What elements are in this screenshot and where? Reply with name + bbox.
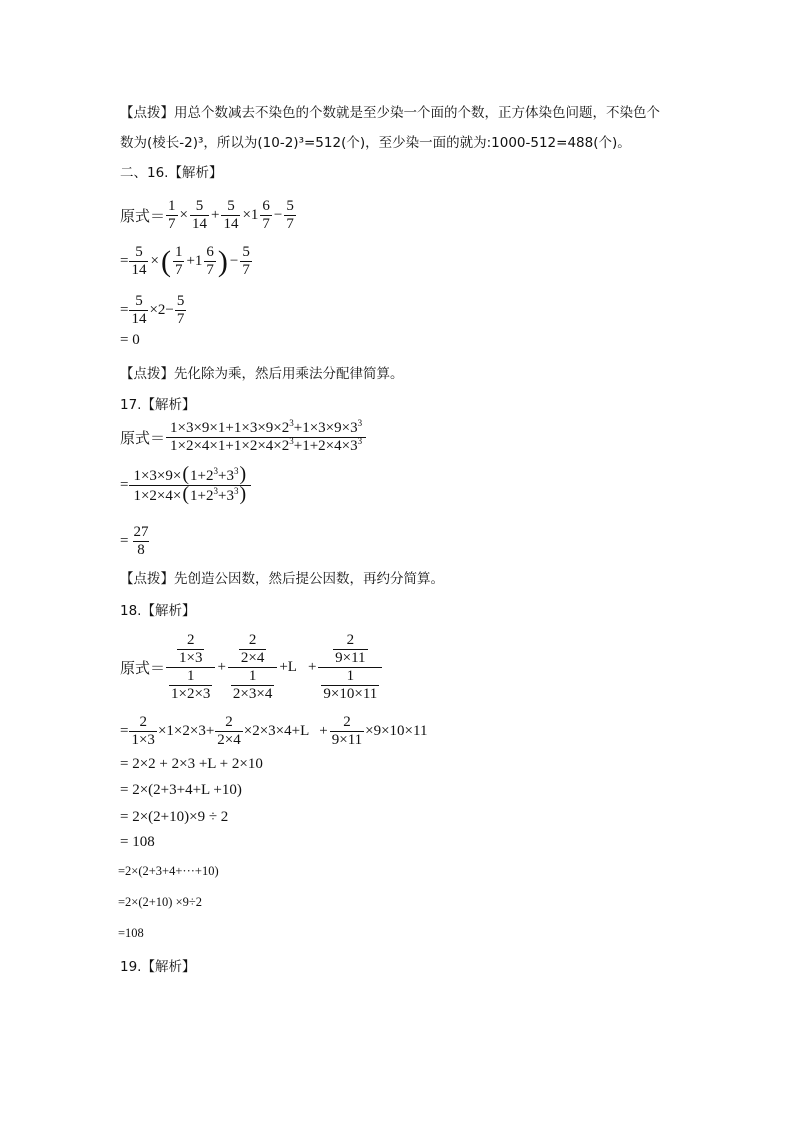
q17-line-3: = $\frac{27}{8}$ — [120, 524, 153, 559]
fraction: $\frac{2}{2\times 4}$ — [217, 714, 241, 748]
fraction: $\frac{2}{9\times 11}$ — [331, 714, 363, 748]
q18-heading: 18.【解析】 — [120, 603, 196, 619]
q16-heading: 二、16.【解析】 — [120, 165, 223, 181]
fraction: $\frac{5}{14}$ — [131, 293, 147, 327]
fraction: $\frac{1\times 3\times 9\times 1+1\times 3\times 9\times 2^3+1\times 3\times 9\times 3^3}{1\times 2\times 4\times 1+1\times 2\times 4\times 2^3+1+2\times 4\times 3^3}$ — [166, 420, 366, 455]
fraction: $\frac{6}{7}$ — [206, 244, 214, 278]
intro-note-line-2: 数为(棱长-2)³，所以为(10-2)³=512(个)，至少染一面的就为:1000-512=488(个)。 — [120, 135, 631, 151]
q17-heading: 17.【解析】 — [120, 397, 196, 413]
complex-fraction: $\frac{\frac{2}{2\times 4}}{\frac{1}{2\times 3\times 4}}$ — [228, 632, 277, 703]
q18-line-6: = 108 — [120, 834, 155, 850]
q16-line-1: 原式＝ $\frac{1}{7}$ × $\frac{5}{14}$ + $\frac{5}{14}$ ×1 $\frac{6}{7}$ − $\frac{5}{7}$ — [120, 198, 294, 232]
q19-heading: 19.【解析】 — [120, 959, 196, 975]
fraction: $\frac{5}{14}$ — [223, 198, 239, 232]
q18-plain-1: =2×(2+3+4+···+10) — [118, 864, 219, 878]
q16-line-3: = $\frac{5}{14}$ ×2− $\frac{5}{7}$ — [120, 293, 185, 327]
q16-prefix: 原式＝ — [120, 209, 166, 225]
intro-note-line-1: 【点拨】用总个数减去不染色的个数就是至少染一个面的个数，正方体染色问题，不染色个 — [120, 105, 660, 121]
fraction: $\frac{5}{7}$ — [176, 293, 185, 327]
q18-line-4: = 2×(2+3+4+L +10) — [120, 782, 242, 798]
fraction: $\frac{1}{7}$ — [174, 244, 183, 278]
fraction: $\frac{1}{7}$ — [168, 198, 176, 232]
q17-note: 【点拨】先创造公因数，然后提公因数，再约分简算。 — [120, 571, 444, 587]
fraction: $\frac{1\times 3\times 9\times(1+2^3+3^3)}{1\times 2\times 4\times(1+2^3+3^3)}$ — [129, 466, 251, 505]
q18-line-2: = $\frac{2}{1\times 3}$ ×1×2×3+ $\frac{2}{2\times 4}$ ×2×3×4+L + $\frac{2}{9\times 11}$ ×9×10×11 — [120, 714, 428, 748]
fraction: $\frac{6}{7}$ — [262, 198, 270, 232]
q18-line-3: = 2×2 + 2×3 +L + 2×10 — [120, 756, 263, 772]
q17-line-2: = $\frac{1\times 3\times 9\times(1+2^3+3^3)}{1\times 2\times 4\times(1+2^3+3^3)}$ — [120, 466, 252, 505]
q18-line-5: = 2×(2+10)×9 ÷ 2 — [120, 809, 229, 825]
fraction: $\frac{2}{1\times 3}$ — [131, 714, 155, 748]
q16-line-2: = $\frac{5}{14}$ × ( $\frac{1}{7}$ +1 $\frac{6}{7}$ ) − $\frac{5}{7}$ — [120, 244, 250, 278]
q18-plain-3: =108 — [118, 926, 144, 940]
q16-note: 【点拨】先化除为乘，然后用乘法分配律简算。 — [120, 366, 404, 382]
fraction: $\frac{27}{8}$ — [133, 524, 149, 558]
q18-plain-2: =2×(2+10) ×9÷2 — [118, 895, 203, 909]
fraction: $\frac{5}{7}$ — [242, 244, 250, 278]
fraction: $\frac{5}{14}$ — [191, 198, 207, 232]
q17-line-1: 原式＝ $\frac{1\times 3\times 9\times 1+1\times 3\times 9\times 2^3+1\times 3\times 9\times 3^3}{1\times 2\times 4\times 1+1\times 2\times 4\times 2^3+1+2\times 4\times 3^3}$ — [120, 420, 367, 455]
complex-fraction: $\frac{\frac{2}{1\times 3}}{\frac{1}{1\times 2\times 3}}$ — [166, 632, 215, 703]
q16-line-4: = 0 — [120, 332, 140, 348]
q18-line-1: 原式＝ $\frac{\frac{2}{1\times 3}}{\frac{1}{1\times 2\times 3}}$ + $\frac{\frac{2}{2\times 4}}{\frac{1}{2\times 3\times 4}}$ +L + $\frac{\frac{2}{9\times 11}}{\frac{1}{9\times 10\times 11}}$ — [120, 632, 383, 703]
fraction: $\frac{5}{7}$ — [286, 198, 294, 232]
complex-fraction: $\frac{\frac{2}{9\times 11}}{\frac{1}{9\times 10\times 11}}$ — [318, 632, 382, 703]
fraction: $\frac{5}{14}$ — [131, 244, 147, 278]
